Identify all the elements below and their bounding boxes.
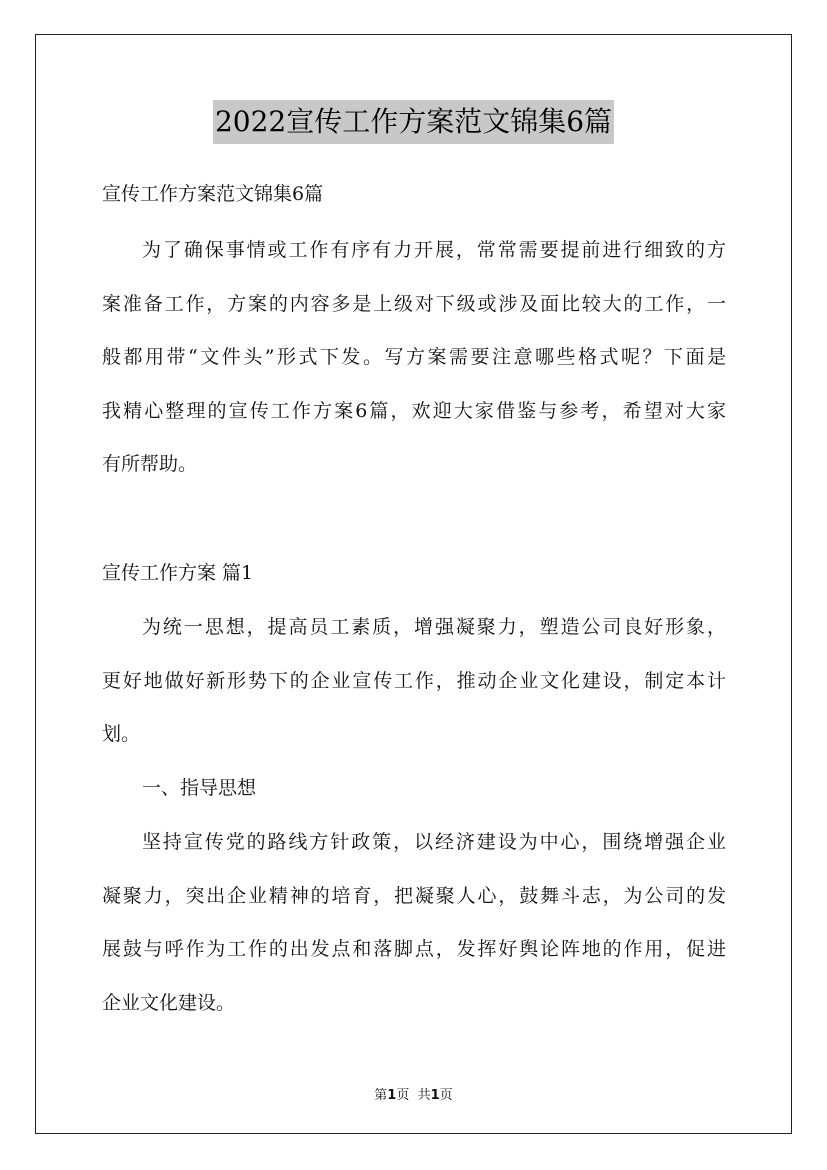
para1-line-1: 为统一思想，提高员工素质，增强凝聚力，塑造公司良好形象， [142, 616, 726, 638]
para2-line-1: 坚持宣传党的路线方针政策，以经济建设为中心，围绕增强企业 [142, 831, 726, 853]
document-subtitle: 宣传工作方案范文锦集6篇 [102, 183, 324, 205]
heading-guiding-ideology: 一、指导思想 [142, 777, 257, 799]
section-title: 宣传工作方案 篇1 [102, 562, 254, 584]
para1-line-2: 更好地做好新形势下的企业宣传工作，推动企业文化建设，制定本计 [102, 670, 726, 692]
footer-total-prefix: 共 [417, 1088, 431, 1103]
document-title: 2022宣传工作方案范文锦集6篇 [213, 100, 614, 144]
footer-total-suffix: 页 [439, 1088, 453, 1103]
footer-page-prefix: 第 [374, 1088, 388, 1103]
intro-line-1: 为了确保事情或工作有序有力开展，常常需要提前进行细致的方 [142, 239, 726, 261]
para2-line-2: 凝聚力，突出企业精神的培育，把凝聚人心，鼓舞斗志，为公司的发 [102, 885, 726, 907]
footer-page-number: 1 [387, 1088, 397, 1103]
intro-line-4: 我精心整理的宣传工作方案6篇，欢迎大家借鉴与参考，希望对大家 [102, 400, 726, 422]
intro-line-5: 有所帮助。 [102, 453, 198, 475]
footer-total-number: 1 [430, 1088, 440, 1103]
footer-page-suffix: 页 [396, 1088, 410, 1103]
page-footer [0, 1084, 827, 1103]
title-container [0, 100, 827, 144]
intro-line-3: 般都用带“文件头”形式下发。写方案需要注意哪些格式呢？下面是 [102, 346, 726, 368]
para1-line-3: 划。 [102, 723, 141, 745]
para2-line-3: 展鼓与呼作为工作的出发点和落脚点，发挥好舆论阵地的作用，促进 [102, 938, 726, 960]
intro-line-2: 案准备工作，方案的内容多是上级对下级或涉及面比较大的工作，一 [102, 293, 726, 315]
para2-line-4: 企业文化建设。 [102, 992, 236, 1014]
